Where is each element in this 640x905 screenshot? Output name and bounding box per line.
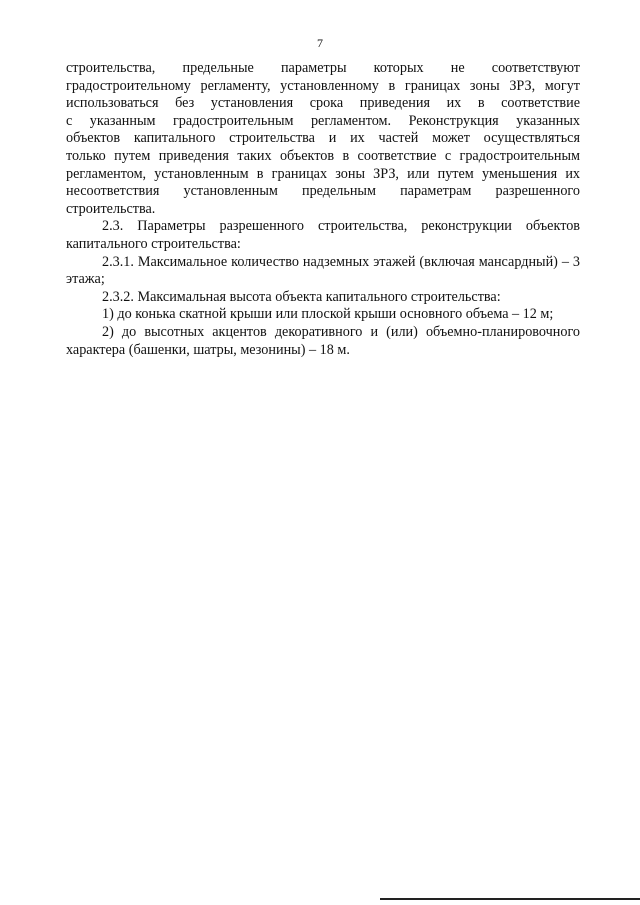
page-number: 7	[317, 36, 323, 50]
paragraph-2-3-1: 2.3.1. Максимальное количество надземных этажей (включая мансардный) – 3 этажа;	[66, 253, 580, 288]
text-line: использоваться без установления срока приведения их в соответствие	[66, 95, 580, 112]
list-item-2: 2) до высотных акцентов декоративного и (или) объемно-планировочного характера (башенки, шатры, мезонины) – 18 м.	[66, 323, 580, 358]
paragraph-2-3: 2.3. Параметры разрешенного строительства, реконструкции объектов капитального строительства:	[66, 218, 580, 252]
text-line: градостроительному регламенту, установленному в границах зоны ЗРЗ, могут	[66, 77, 580, 94]
text-line: строительства, предельные параметры которых не соответствуют	[66, 60, 580, 76]
text-line: объектов капитального строительства и их частей может осуществляться	[66, 130, 580, 147]
bottom-rule	[380, 898, 640, 900]
text-line: только путем приведения таких объектов в соответствие с градостроительным	[66, 147, 580, 164]
list-item-1: 1) до конька скатной крыши или плоской крыши основного объема – 12 м;	[102, 306, 554, 323]
text-line: строительства.	[66, 200, 156, 217]
document-body	[66, 60, 580, 359]
text-line: с указанным градостроительным регламентом. Реконструкция указанных	[66, 112, 580, 129]
text-line: несоответствия установленным предельным параметрам разрешенного	[66, 183, 580, 200]
text-line: регламентом, установленным в границах зоны ЗРЗ, или путем уменьшения их	[66, 165, 580, 182]
paragraph-2-3-2: 2.3.2. Максимальная высота объекта капитального строительства:	[102, 288, 501, 305]
